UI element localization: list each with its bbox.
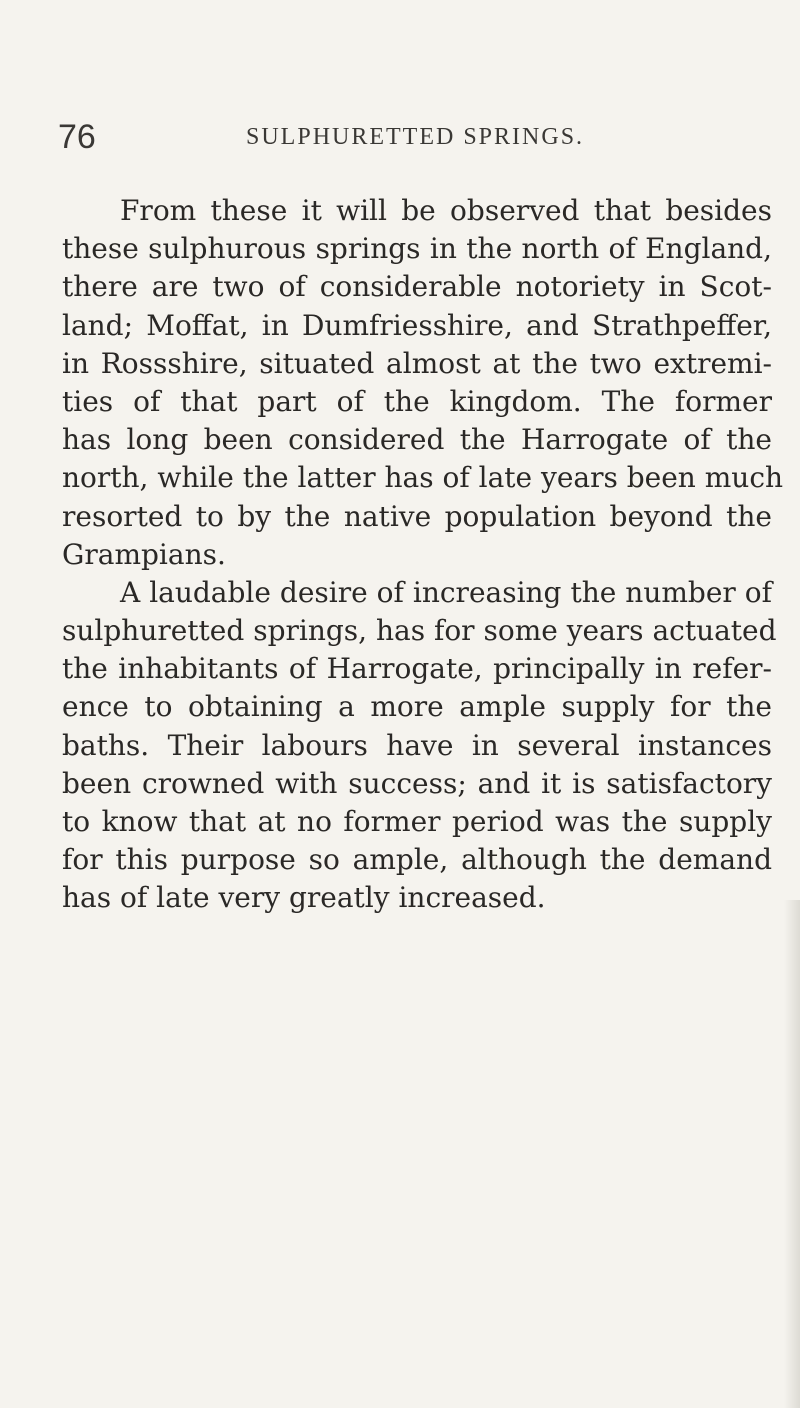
text-line: been crowned with success; and it is satisfactory (62, 766, 772, 800)
paragraph-2 (62, 574, 777, 918)
body-text (62, 192, 784, 918)
text-line: ties of that part of the kingdom. The former (62, 384, 772, 418)
paragraph-1 (62, 192, 784, 574)
text-line: to know that at no former period was the supply (62, 805, 772, 838)
text-line: Grampians. (62, 537, 226, 571)
text-line: has of late very greatly increased. (62, 881, 546, 915)
text-line: north, while the latter has of late years been much (62, 461, 784, 495)
text-line: From these it will be observed that besides (120, 194, 772, 227)
text-line: baths. Their labours have in several instances (62, 728, 772, 762)
text-line: the inhabitants of Harrogate, principally in refer- (62, 652, 772, 686)
text-line: ence to obtaining a more ample supply for the (62, 690, 772, 724)
text-line: there are two of considerable notoriety in Scot- (62, 270, 772, 304)
text-line: A laudable desire of increasing the number of (120, 575, 772, 609)
page-number: 76 (58, 118, 96, 156)
text-line: these sulphurous springs in the north of England, (62, 232, 772, 266)
text-line: land; Moffat, in Dumfriesshire, and Strathpeffer, (62, 308, 772, 342)
text-line: for this purpose so ample, although the demand (62, 843, 772, 877)
page-header (58, 112, 758, 162)
text-line: has long been considered the Harrogate of the (62, 423, 772, 457)
text-line: sulphuretted springs, has for some years actuated (62, 614, 777, 648)
text-line: resorted to by the native population beyond the (62, 499, 772, 533)
running-head: SULPHURETTED SPRINGS. (246, 124, 585, 150)
page-edge-shadow (784, 900, 800, 1408)
text-line: in Rossshire, situated almost at the two extremi- (62, 346, 772, 380)
